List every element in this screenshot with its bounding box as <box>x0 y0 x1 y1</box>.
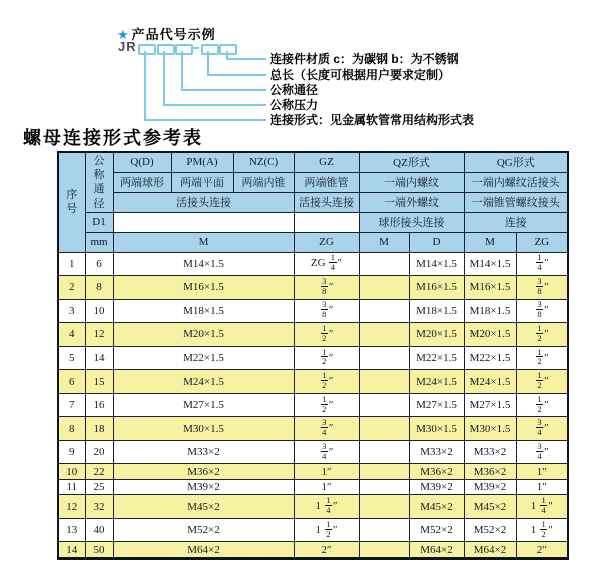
cell-m: M52×2 <box>113 518 294 542</box>
cell-no: 4 <box>58 323 85 347</box>
cell-m: M39×2 <box>113 479 294 494</box>
cell-qg-zg: 2″ <box>516 542 568 559</box>
cell-qz-d: M36×2 <box>409 464 464 479</box>
code-box-4 <box>201 44 219 55</box>
header-subcol-m: M <box>113 232 294 252</box>
cell-gz-zg: $\frac{3}{8}$ ″ <box>294 276 359 300</box>
cell-m: M33×2 <box>113 440 294 464</box>
cell-dn: 50 <box>85 542 113 559</box>
header-row-d1 <box>58 212 568 232</box>
header-blank-m <box>113 212 294 232</box>
cell-m: M27×1.5 <box>113 393 294 417</box>
cell-qz-d: M33×2 <box>409 440 464 464</box>
code-box-1 <box>138 44 156 55</box>
header-conn-ball: 球形接头连接 <box>359 212 464 232</box>
header-group-qz: QZ形式 <box>359 152 464 172</box>
header-form-nzc: 两端内锥 <box>233 172 294 192</box>
table-row <box>58 252 568 276</box>
label-nominal-pressure: 公称压力 <box>270 98 319 112</box>
cell-m: M16×1.5 <box>113 276 294 300</box>
cell-dn: 18 <box>85 417 113 441</box>
cell-gz-zg: 1 $\frac{1}{4}$ ″ <box>294 495 359 519</box>
header-group-gz: GZ <box>294 152 359 172</box>
cell-qg-m: M24×1.5 <box>464 370 516 394</box>
cell-qz-d: M20×1.5 <box>409 323 464 347</box>
cell-qg-m: M22×1.5 <box>464 346 516 370</box>
cell-qg-m: M14×1.5 <box>464 252 516 276</box>
cell-qg-zg: 1″ <box>516 464 568 479</box>
code-dash <box>191 47 199 49</box>
cell-qz-d: M45×2 <box>409 495 464 519</box>
cell-m: M64×2 <box>113 542 294 559</box>
cell-qz-d: M27×1.5 <box>409 393 464 417</box>
cell-qz-d: M52×2 <box>409 518 464 542</box>
cell-m: M24×1.5 <box>113 370 294 394</box>
cell-qz-d: M24×1.5 <box>409 370 464 394</box>
cell-qz-m <box>359 464 409 479</box>
table-row <box>58 417 568 441</box>
header-row-end-forms <box>58 172 568 192</box>
cell-m: M14×1.5 <box>113 252 294 276</box>
cell-qg-zg: $\frac{1}{2}$ ″ <box>516 323 568 347</box>
header-d1: D1 <box>85 212 113 232</box>
table-body <box>58 252 568 559</box>
cell-qz-d: M22×1.5 <box>409 346 464 370</box>
cell-qz-m <box>359 393 409 417</box>
table-row <box>58 346 568 370</box>
cell-gz-zg: 1″ <box>294 464 359 479</box>
cell-qg-m: M20×1.5 <box>464 323 516 347</box>
table-row <box>58 495 568 519</box>
table-row <box>58 518 568 542</box>
cell-qg-m: M27×1.5 <box>464 393 516 417</box>
header-group-qd: Q(D) <box>113 152 171 172</box>
cell-qz-m <box>359 479 409 494</box>
cell-qg-zg: $\frac{1}{4}$ ″ <box>516 252 568 276</box>
cell-no: 5 <box>58 346 85 370</box>
cell-gz-zg: $\frac{3}{8}$ ″ <box>294 299 359 323</box>
cell-qz-m <box>359 370 409 394</box>
cell-m: M18×1.5 <box>113 299 294 323</box>
table-title: 螺母连接形式参考表 <box>23 128 203 148</box>
cell-dn: 10 <box>85 299 113 323</box>
header-nominal-diameter: 公称通径 <box>85 152 113 212</box>
cell-no: 2 <box>58 276 85 300</box>
header-conn-taper: 一端锥管螺纹接头 <box>464 192 568 212</box>
table-row <box>58 479 568 494</box>
cell-no: 13 <box>58 518 85 542</box>
cell-qz-d: M18×1.5 <box>409 299 464 323</box>
cell-gz-zg: 1 $\frac{1}{2}$ ″ <box>294 518 359 542</box>
cell-qz-m <box>359 276 409 300</box>
cell-no: 1 <box>58 252 85 276</box>
connector-line <box>163 104 266 106</box>
header-subcol-qz-d: D <box>409 232 464 252</box>
cell-gz-zg: $\frac{1}{2}$ ″ <box>294 393 359 417</box>
nut-connection-reference-table <box>57 151 569 560</box>
cell-qg-zg: $\frac{1}{2}$ ″ <box>516 393 568 417</box>
header-conn-union: 活接头连接 <box>113 192 294 212</box>
header-unit-mm: mm <box>85 232 113 252</box>
cell-qz-m <box>359 417 409 441</box>
connector-line <box>207 74 266 76</box>
cell-no: 10 <box>58 464 85 479</box>
cell-no: 8 <box>58 417 85 441</box>
cell-no: 11 <box>58 479 85 494</box>
cell-m: M36×2 <box>113 464 294 479</box>
connector-line <box>226 58 266 60</box>
cell-dn: 32 <box>85 495 113 519</box>
cell-qz-d: M39×2 <box>409 479 464 494</box>
cell-no: 7 <box>58 393 85 417</box>
cell-qg-m: M33×2 <box>464 440 516 464</box>
cell-dn: 12 <box>85 323 113 347</box>
header-subcol-zg: ZG <box>294 232 359 252</box>
header-blank-gz <box>294 212 359 232</box>
cell-qz-m <box>359 542 409 559</box>
label-nominal-diameter: 公称通径 <box>270 83 319 97</box>
cell-m: M22×1.5 <box>113 346 294 370</box>
connector-line <box>163 51 165 105</box>
cell-qz-m <box>359 252 409 276</box>
cell-dn: 16 <box>85 393 113 417</box>
table-row <box>58 323 568 347</box>
cell-gz-zg: $\frac{1}{2}$ ″ <box>294 346 359 370</box>
header-form-pma: 两端平面 <box>171 172 233 192</box>
connector-line <box>144 119 266 121</box>
cell-qg-m: M30×1.5 <box>464 417 516 441</box>
header-seq: 序号 <box>58 152 85 252</box>
cell-no: 6 <box>58 370 85 394</box>
cell-m: M45×2 <box>113 495 294 519</box>
table-row <box>58 276 568 300</box>
header-group-nzc: NZ(C) <box>233 152 294 172</box>
cell-qz-m <box>359 346 409 370</box>
table-row <box>58 393 568 417</box>
code-box-5 <box>219 44 237 55</box>
connector-line <box>181 89 266 91</box>
cell-qg-zg: 1 $\frac{1}{2}$ ″ <box>516 518 568 542</box>
table-row <box>58 440 568 464</box>
cell-qz-d: M16×1.5 <box>409 276 464 300</box>
cell-qg-m: M45×2 <box>464 495 516 519</box>
code-box-2 <box>157 44 175 55</box>
cell-qg-zg: $\frac{3}{8}$ ″ <box>516 299 568 323</box>
cell-qg-m: M36×2 <box>464 464 516 479</box>
cell-qg-m: M64×2 <box>464 542 516 559</box>
cell-qz-d: M64×2 <box>409 542 464 559</box>
star-icon: ★ <box>117 27 130 42</box>
cell-gz-zg: 1″ <box>294 479 359 494</box>
cell-dn: 8 <box>85 276 113 300</box>
header-row-subcols <box>58 232 568 252</box>
cell-qg-m: M39×2 <box>464 479 516 494</box>
cell-no: 9 <box>58 440 85 464</box>
header-subcol-qg-zg: ZG <box>516 232 568 252</box>
header-conn: 连接 <box>464 212 568 232</box>
cell-qz-d: M14×1.5 <box>409 252 464 276</box>
cell-qg-m: M16×1.5 <box>464 276 516 300</box>
label-connector-material: 连接件材质 c：为碳钢 b：为不锈钢 <box>270 52 459 66</box>
connector-line <box>181 51 183 90</box>
code-prefix: JR <box>118 39 137 54</box>
header-form-gz: 两端锥管 <box>294 172 359 192</box>
cell-dn: 25 <box>85 479 113 494</box>
cell-gz-zg: $\frac{1}{2}$ ″ <box>294 370 359 394</box>
cell-gz-zg: $\frac{3}{4}$ ″ <box>294 417 359 441</box>
cell-gz-zg: 2″ <box>294 542 359 559</box>
code-box-3 <box>175 44 193 55</box>
label-connection-form: 连接形式：见金属软管常用结构形式表 <box>270 113 475 127</box>
cell-qz-m <box>359 323 409 347</box>
cell-gz-zg: ZG $\frac{1}{4}$ ″ <box>294 252 359 276</box>
connector-line <box>144 51 146 120</box>
table-row <box>58 370 568 394</box>
cell-qg-zg: $\frac{3}{4}$ ″ <box>516 417 568 441</box>
cell-qg-zg: 1 $\frac{1}{4}$ ″ <box>516 495 568 519</box>
cell-gz-zg: $\frac{1}{2}$ ″ <box>294 323 359 347</box>
cell-dn: 22 <box>85 464 113 479</box>
cell-qz-m <box>359 440 409 464</box>
cell-qg-zg: $\frac{1}{2}$ ″ <box>516 370 568 394</box>
cell-qz-m <box>359 518 409 542</box>
product-code-example-label: 产品代号示例 <box>131 27 216 42</box>
header-row-groups <box>58 152 568 172</box>
cell-qg-zg: $\frac{1}{2}$ ″ <box>516 346 568 370</box>
cell-dn: 14 <box>85 346 113 370</box>
header-conn-union-gz: 活接头连接 <box>294 192 359 212</box>
cell-qg-zg: $\frac{3}{4}$ ″ <box>516 440 568 464</box>
header-group-qg: QG形式 <box>464 152 568 172</box>
cell-dn: 20 <box>85 440 113 464</box>
cell-qg-zg: $\frac{3}{8}$ ″ <box>516 276 568 300</box>
cell-no: 14 <box>58 542 85 559</box>
cell-dn: 6 <box>85 252 113 276</box>
cell-qg-m: M18×1.5 <box>464 299 516 323</box>
header-group-pma: PM(A) <box>171 152 233 172</box>
connector-line <box>207 51 209 75</box>
header-subcol-qg-m: M <box>464 232 516 252</box>
cell-no: 12 <box>58 495 85 519</box>
header-form-qz: 一端内螺纹 <box>359 172 464 192</box>
header-conn-ext-thread: 一端外螺纹 <box>359 192 464 212</box>
header-form-qd: 两端球形 <box>113 172 171 192</box>
cell-qz-d: M30×1.5 <box>409 417 464 441</box>
cell-qg-m: M52×2 <box>464 518 516 542</box>
cell-qz-m <box>359 299 409 323</box>
cell-gz-zg: $\frac{3}{4}$ ″ <box>294 440 359 464</box>
cell-qg-zg: 1″ <box>516 479 568 494</box>
header-row-connection-type <box>58 192 568 212</box>
table-row <box>58 299 568 323</box>
cell-no: 3 <box>58 299 85 323</box>
header-subcol-qz-m: M <box>359 232 409 252</box>
cell-m: M20×1.5 <box>113 323 294 347</box>
cell-dn: 40 <box>85 518 113 542</box>
cell-qz-m <box>359 495 409 519</box>
cell-dn: 15 <box>85 370 113 394</box>
label-total-length: 总长（长度可根据用户要求定制） <box>270 68 451 82</box>
table-row <box>58 464 568 479</box>
header-form-qg: 一端内螺纹活接头 <box>464 172 568 192</box>
table-row <box>58 542 568 559</box>
cell-m: M30×1.5 <box>113 417 294 441</box>
